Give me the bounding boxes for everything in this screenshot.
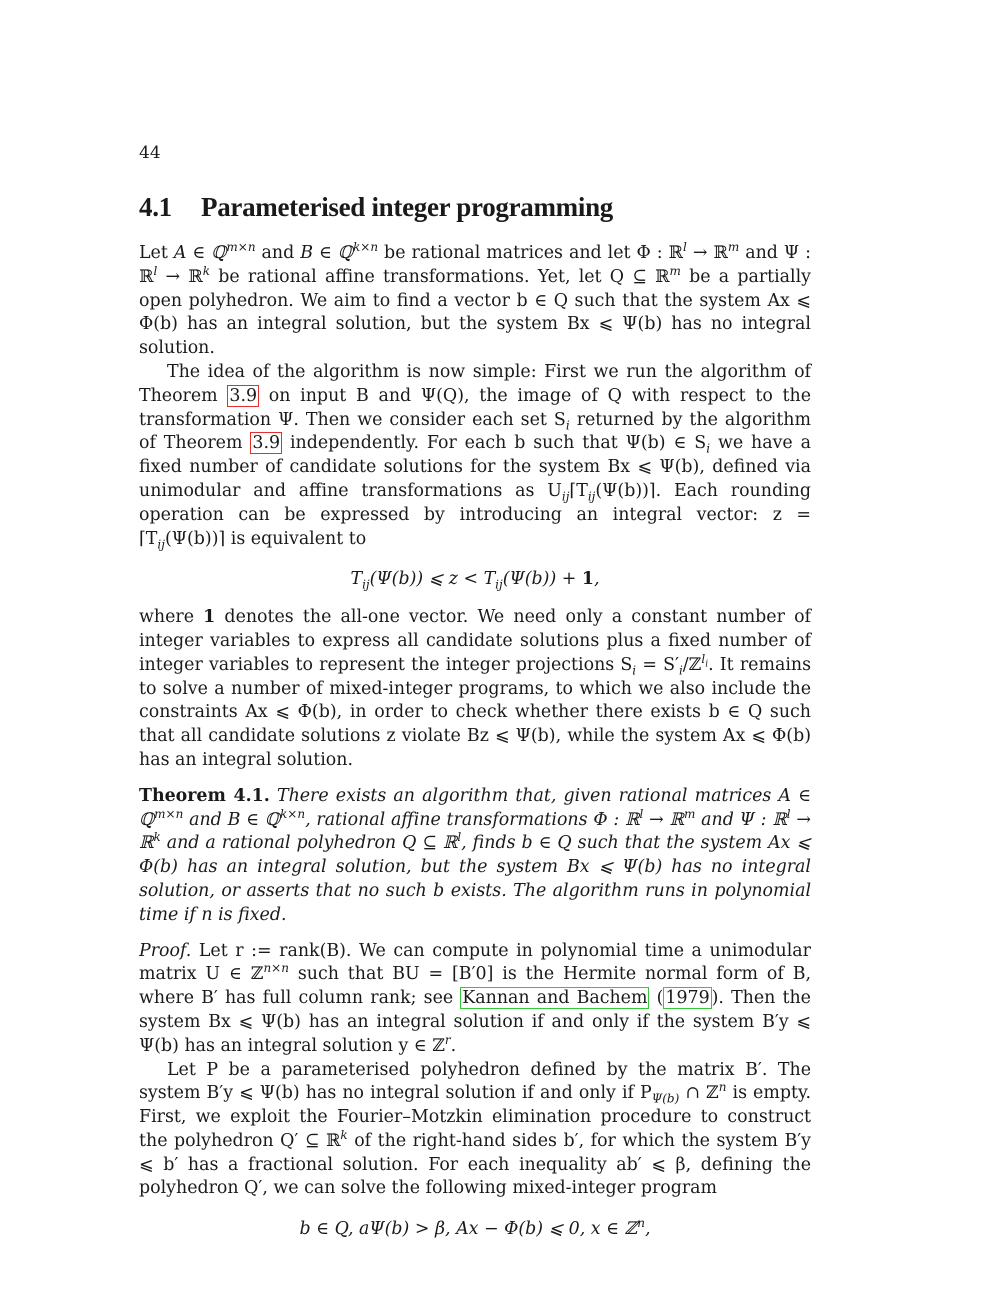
display-equation-2: b ∈ Q, aΨ(b) > β, Ax − Φ(b) ⩽ 0, x ∈ ℤ$^n$, [299,1216,651,1240]
intro-paragraph-2: The idea of the algorithm is now simple: First we run the algorithm of Theorem 3.9 on input B and Ψ(Q), the image of Q with respect to the transformation Ψ. Then we consider each set $S_i$ returned by the algorithm of Theorem 3.9 independently. For each b such that Ψ(b) ∈ $S_i$ we have a fixed number of candidate solutions for the system Bx ⩽ Ψ(b), defined via unimodular and affine transformations as $U_{ij}⌈T_{ij}(\Psi(b))⌉$. Each rounding operation can be expressed by introducing an integral vector: $z = ⌈T_{ij}(\Psi(b))⌉$ is equivalent to [139,361,812,552]
proof-paragraph-1: Proof. Let r := rank(B). We can compute in polynomial time a unimodular matrix U ∈ ℤ$^{n\times n}$ such that BU = [B′0] is the Hermite normal form of B, where B′ has full column rank; see Kannan and Bachem ( 1979 ). Then the system Bx ⩽ Ψ(b) has an integral solution if and only if the system B′y ⩽ Ψ(b) has an integral solution y ∈ ℤ$^r$. [139,940,812,1056]
display-equation-1: $T_{ij}(\Psi(b))$ ⩽ $z < T_{ij}(\Psi(b)) + 1$, [350,569,600,592]
intro-paragraph-1: Let A ∈ ℚ$^{m\times n}$ and B ∈ ℚ$^{k\times n}$ be rational matrices and let Φ : ℝ$^l$ → ℝ$^m$ and Ψ : ℝ$^l$ → ℝ$^k$ be rational affine transformations. Yet, let Q ⊆ ℝ$^m$ be a partially open polyhedron. We aim to find a vector b ∈ Q such that the system Ax ⩽ Φ(b) has an integral solution, but the system Bx ⩽ Ψ(b) has no integral solution. [139,240,811,359]
section-title: Parameterised integer programming [201,192,613,222]
citation-authors-link[interactable]: Kannan and Bachem [462,988,648,1009]
proof-label: Proof. [139,940,192,961]
proof-paragraph-2: Let P be a parameterised polyhedron defined by the matrix B′. The system B′y ⩽ Ψ(b) has no integral solution if and only if $P_{\Psi(b)}$ ∩ ℤ$^n$ is empty. First, we exploit the Fourier–Motzkin elimination procedure to construct the polyhedron Q′ ⊆ ℝ$^k$ of the right-hand sides b′, for which the system B′y ⩽ b′ has a fractional solution. For each inequality ab′ ⩽ β, defining the polyhedron Q′, we can solve the following mixed-integer program [139,1059,812,1199]
citation-year-link[interactable]: 1979 [665,988,710,1009]
body-text [139,242,811,1256]
theorem-label: Theorem 4.1. [139,785,270,806]
theorem-ref-link-2[interactable]: 3.9 [252,433,281,454]
theorem-4-1: Theorem 4.1. There exists an algorithm that, given rational matrices A ∈ ℚ$^{m\times n}$ and B ∈ ℚ$^{k\times n}$, rational affine transformations Φ : ℝ$^l$ → ℝ$^m$ and Ψ : ℝ$^l$ → ℝ$^k$ and a rational polyhedron Q ⊆ ℝ$^l$, finds b ∈ Q such that the system Ax ⩽ Φ(b) has an integral solution, but the system Bx ⩽ Ψ(b) has no integral solution, or asserts that no such b exists. The algorithm runs in polynomial time if n is fixed. [139,785,811,925]
theorem-ref-link-1[interactable]: 3.9 [229,385,258,406]
section-heading [139,192,613,223]
section-number: 4.1 [139,192,172,222]
paragraph-after-equation: where 1 denotes the all-one vector. We need only a constant number of integer variables to express all candidate solutions plus a fixed number of integer variables to represent the integer projections $S_i$ = $S'_i/ℤ^{l_i}$. It remains to solve a number of mixed-integer programs, to which we also include the constraints Ax ⩽ Φ(b), in order to check whether there exists b ∈ Q such that all candidate solutions z violate Bz ⩽ Ψ(b), while the system Ax ⩽ Φ(b) has an integral solution. [139,607,812,770]
page-number: 44 [139,143,161,163]
